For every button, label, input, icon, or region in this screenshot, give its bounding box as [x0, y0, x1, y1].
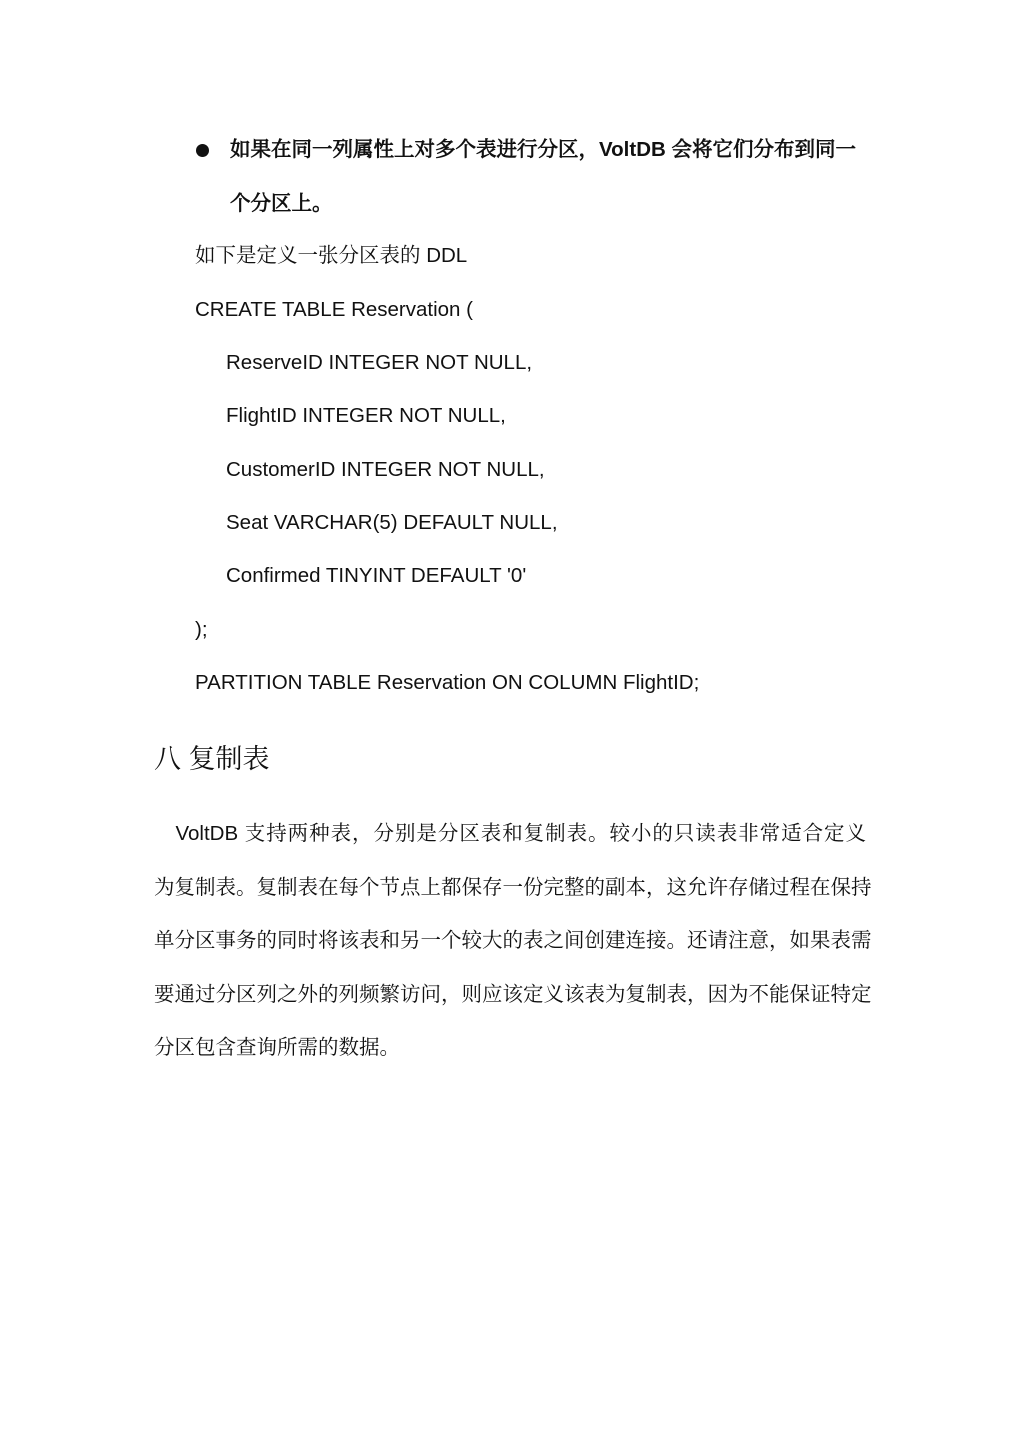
ddl-column-line: ReserveID INTEGER NOT NULL,	[226, 351, 533, 374]
paragraph-line: 单分区事务的同时将该表和另一个较大的表之间创建连接。还请注意，如果表需	[154, 929, 872, 952]
bullet-text-line-2: 个分区上。	[230, 192, 333, 215]
section-heading: 八 复制表	[154, 744, 270, 774]
bullet-dot	[196, 144, 209, 157]
ddl-partition-line: PARTITION TABLE Reservation ON COLUMN FlightID;	[195, 671, 700, 694]
ddl-close-line: );	[195, 618, 208, 641]
ddl-column-line: Seat VARCHAR(5) DEFAULT NULL,	[226, 511, 558, 534]
bullet-text-line-1: 如果在同一列属性上对多个表进行分区，VoltDB 会将它们分布到同一	[230, 138, 856, 161]
ddl-intro: 如下是定义一张分区表的 DDL	[195, 244, 468, 267]
paragraph-line: 要通过分区列之外的列频繁访问，则应该定义该表为复制表，因为不能保证特定	[154, 983, 872, 1006]
ddl-column-line: FlightID INTEGER NOT NULL,	[226, 404, 506, 427]
ddl-column-line: CustomerID INTEGER NOT NULL,	[226, 458, 545, 481]
ddl-create-line: CREATE TABLE Reservation (	[195, 298, 473, 321]
paragraph-line: VoltDB 支持两种表，分别是分区表和复制表。较小的只读表非常适合定义	[154, 822, 866, 845]
ddl-column-line: Confirmed TINYINT DEFAULT '0'	[226, 564, 527, 587]
paragraph-line: 分区包含查询所需的数据。	[154, 1036, 400, 1059]
paragraph-line: 为复制表。复制表在每个节点上都保存一份完整的副本，这允许存储过程在保持	[154, 876, 872, 899]
